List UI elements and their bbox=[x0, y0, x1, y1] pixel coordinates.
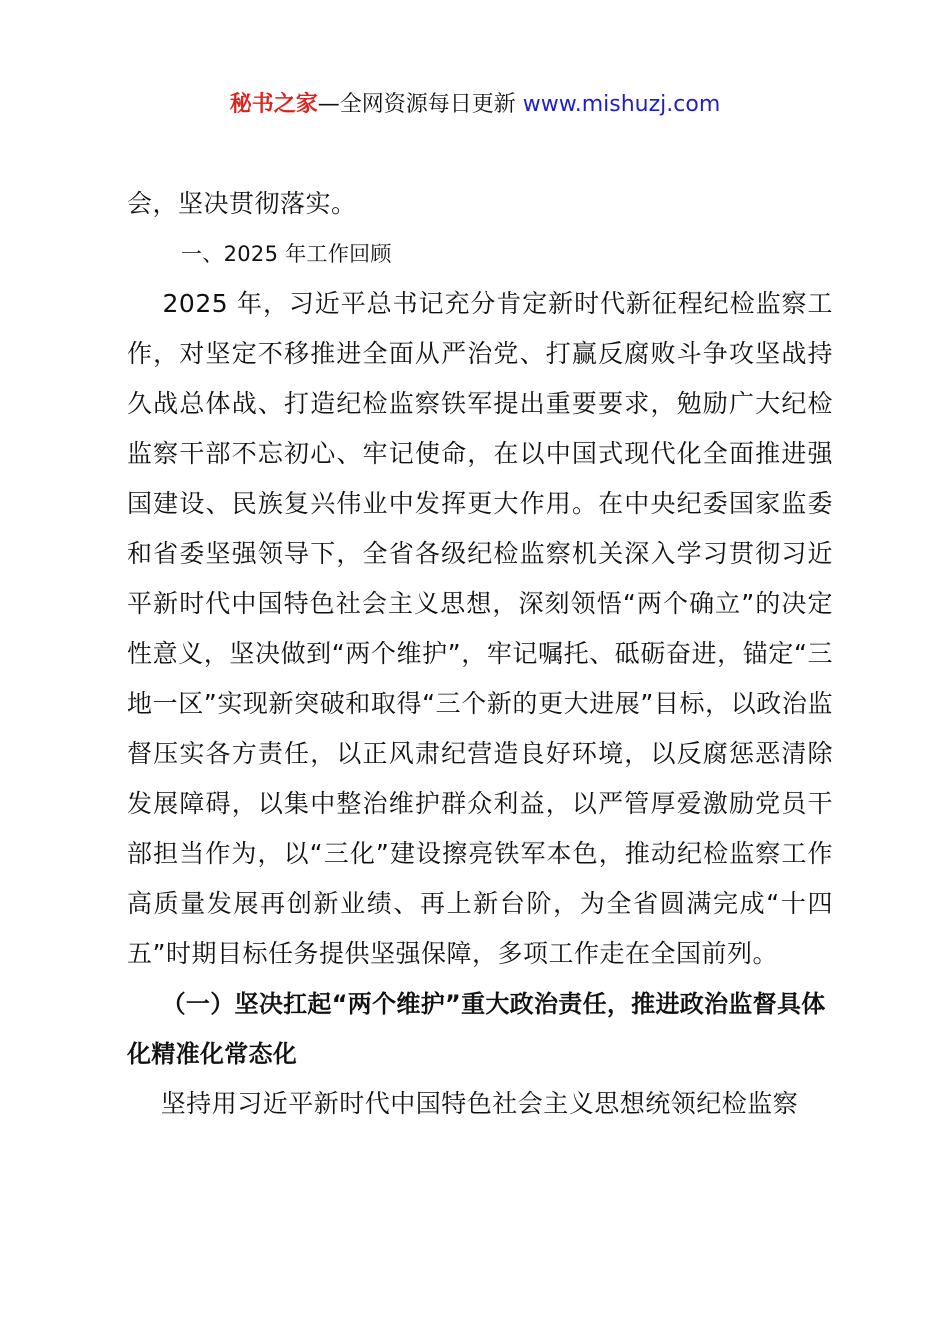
continuation-text: 会，坚决贯彻落实。 bbox=[127, 189, 357, 218]
brand-name: 秘书之家 bbox=[229, 92, 318, 117]
page-header bbox=[0, 88, 950, 122]
header-tagline: —全网资源每日更新 bbox=[317, 92, 516, 117]
paragraph-continuation: 坚持用习近平新时代中国特色社会主义思想统领纪检监察 bbox=[127, 1089, 799, 1118]
site-url-link[interactable]: www.mishuzj.com bbox=[522, 92, 721, 117]
subheading-political-supervision: （一）坚决扛起“两个维护”重大政治责任，推进政治监督具体化精准化常态化 bbox=[127, 990, 826, 1068]
section-heading: 一、2025 年工作回顾 bbox=[181, 242, 392, 266]
paragraph-review: 2025 年，习近平总书记充分肯定新时代新征程纪检监察工作，对坚定不移推进全面从严治党、打赢反腐败斗争攻坚战持久战总体战、打造纪检监察铁军提出重要要求，勉励广大纪检监察干部不忘初心、牢记使命，在以中国式现代化全面推进强国建设、民族复兴伟业中发挥更大作用。在中央纪委国家监委和省委坚强领导下，全省各级纪检监察机关深入学习贯彻习近平新时代中国特色社会主义思想，深刻领悟“两个确立”的决定性意义，坚决做到“两个维护”，牢记嘱托、砥砺奋进，锚定“三地一区”实现新突破和取得“三个新的更大进展”目标，以政治监督压实各方责任，以正风肃纪营造良好环境，以反腐惩恶清除发展障碍，以集中整治维护群众利益，以严管厚爱激励党员干部担当作为，以“三化”建设擦亮铁军本色，推动纪检监察工作高质量发展再创新业绩、再上新台阶，为全省圆满完成“十四五”时期目标任务提供坚强保障，多项工作走在全国前列。 bbox=[127, 289, 833, 968]
document-body bbox=[127, 179, 833, 1129]
